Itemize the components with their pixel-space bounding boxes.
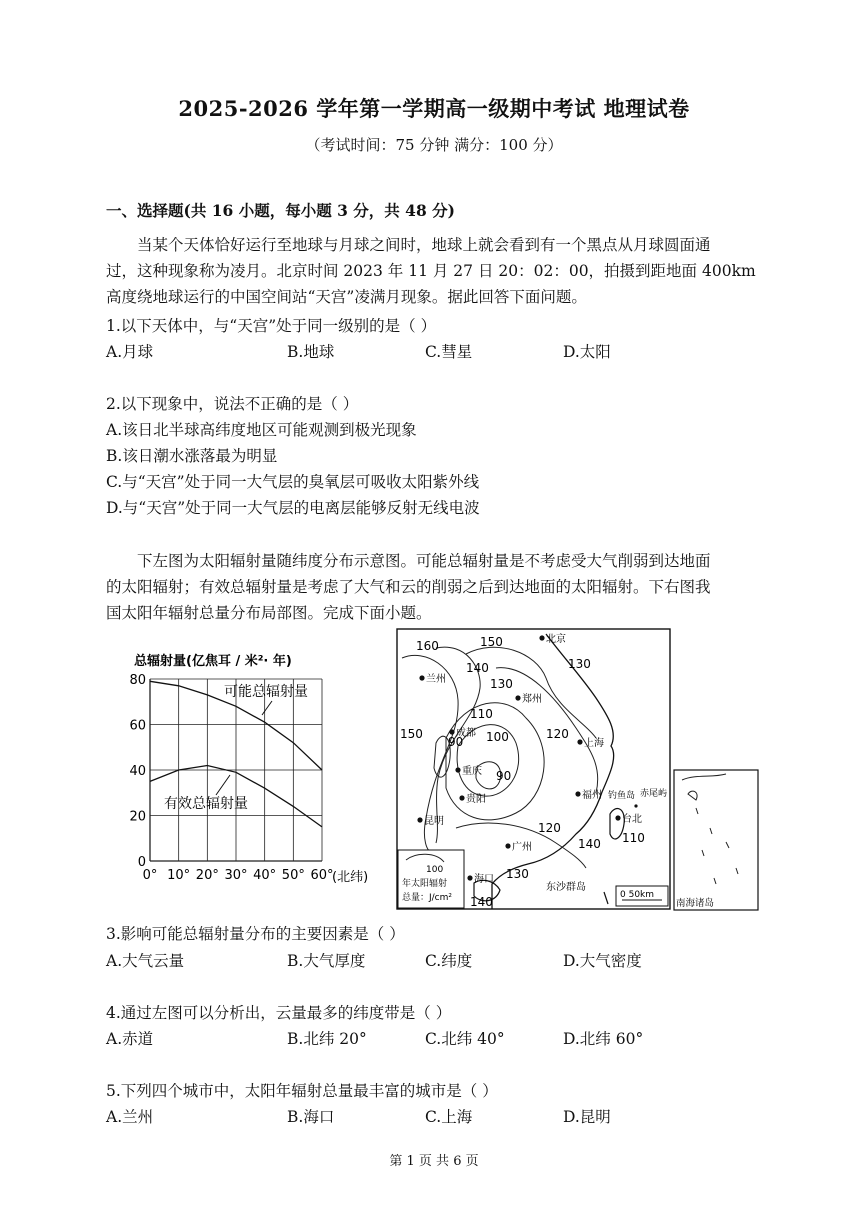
exam-subtitle: （考试时间：75 分钟 满分：100 分） <box>305 136 563 154</box>
legend-line: 年太阳辐射 <box>402 879 448 889</box>
island-label: 赤尾屿 <box>640 789 668 799</box>
series-label: 可能总辐射量 <box>224 684 308 700</box>
isoline-label: 110 <box>622 831 645 845</box>
page-footer: 第 1 页 共 6 页 <box>389 1154 479 1169</box>
city-dot <box>449 729 454 734</box>
option-d[interactable]: D.大气密度 <box>563 952 642 970</box>
isoline-label: 130 <box>568 657 591 671</box>
option-a[interactable]: A.赤道 <box>106 1030 154 1048</box>
city-dot <box>459 795 464 800</box>
solar-map <box>396 628 761 912</box>
isoline-label: 130 <box>490 677 513 691</box>
inset-coast <box>682 774 726 800</box>
passage-line: 高度绕地球运行的中国空间站“天宫”凌满月现象。据此回答下面问题。 <box>106 288 587 306</box>
isoline-label: 110 <box>470 707 493 721</box>
option-d[interactable]: D.太阳 <box>563 343 611 361</box>
city-dot <box>455 767 460 772</box>
city-label: 郑州 <box>522 694 542 705</box>
passage-1 <box>106 232 766 310</box>
passage-line: 过，这种现象称为凌月。北京时间 2023 年 11 月 27 日 20：02：00，拍摄到距地面 400km <box>106 262 756 280</box>
option-a[interactable]: A.月球 <box>106 343 154 361</box>
option-b[interactable]: B.海口 <box>287 1108 335 1126</box>
option-b[interactable]: B.大气厚度 <box>287 952 366 970</box>
city-label: 成都 <box>456 728 476 739</box>
series-label: 有效总辐射量 <box>164 796 248 812</box>
legend-value: 100 <box>426 865 444 875</box>
island-label: 东沙群岛 <box>546 882 586 893</box>
isoline-label: 140 <box>466 661 489 675</box>
question-stem: 2.以下现象中，说法不正确的是（ ） <box>106 395 359 413</box>
option-d[interactable]: D.与“天宫”处于同一大气层的电离层能够反射无线电波 <box>106 499 480 517</box>
option-c[interactable]: C.彗星 <box>425 343 473 361</box>
isoline-label: 140 <box>578 837 601 851</box>
option-d[interactable]: D.北纬 60° <box>563 1030 644 1048</box>
chart-xlabel: (北纬) <box>332 870 369 885</box>
city-dot <box>575 791 580 796</box>
isoline-label: 150 <box>480 635 503 649</box>
y-tick-label: 80 <box>129 673 146 688</box>
city-dot <box>515 695 520 700</box>
isoline-label: 90 <box>496 769 512 783</box>
isoline-label: 150 <box>400 727 423 741</box>
isoline-label: 100 <box>486 730 509 744</box>
question-stem: 5.下列四个城市中，太阳年辐射总量最丰富的城市是（ ） <box>106 1082 498 1100</box>
city-dot <box>539 635 544 640</box>
passage-line: 的太阳辐射；有效总辐射量是考虑了大气和云的削弱之后到达地面的太阳辐射。下右图我 <box>106 578 711 596</box>
x-tick-label: 50° <box>281 868 305 883</box>
y-tick-label: 0 <box>137 855 146 870</box>
isoline-label: 140 <box>470 895 493 909</box>
city-label: 福州 <box>582 790 602 801</box>
option-d[interactable]: D.昆明 <box>563 1108 611 1126</box>
city-label: 海口 <box>474 874 494 885</box>
passage-line: 当某个天体恰好运行至地球与月球之间时，地球上就会看到有一个黑点从月球圆面通 <box>137 236 711 254</box>
city-label: 台北 <box>622 814 642 825</box>
dash-line <box>604 892 608 904</box>
scale-label: 0 50km <box>620 890 655 900</box>
x-tick-label: 10° <box>167 868 191 883</box>
option-a[interactable]: A.该日北半球高纬度地区可能观测到极光现象 <box>106 421 417 439</box>
city-dot <box>505 843 510 848</box>
question-stem: 4.通过左图可以分析出，云量最多的纬度带是（ ） <box>106 1004 452 1022</box>
section-heading: 一、选择题(共 16 小题，每小题 3 分，共 48 分) <box>106 201 455 220</box>
passage-line: 下左图为太阳辐射量随纬度分布示意图。可能总辐射量是不考虑受大气削弱到达地面 <box>137 552 711 570</box>
inset-label: 南海诸岛 <box>676 898 715 909</box>
city-label: 兰州 <box>426 674 446 685</box>
option-b[interactable]: B.北纬 20° <box>287 1030 367 1048</box>
city-label: 昆明 <box>424 816 444 827</box>
isoline-label: 120 <box>538 821 561 835</box>
isoline-label: 160 <box>416 639 439 653</box>
x-tick-label: 30° <box>224 868 248 883</box>
option-c[interactable]: C.纬度 <box>425 952 473 970</box>
y-tick-label: 40 <box>129 764 146 779</box>
x-tick-label: 40° <box>253 868 277 883</box>
city-label: 上海 <box>584 738 604 749</box>
city-dot <box>577 739 582 744</box>
passage-line: 国太阳年辐射总量分布局部图。完成下面小题。 <box>106 604 432 622</box>
chart-ylabel: 总辐射量(亿焦耳 / 米²· 年) <box>134 654 292 669</box>
x-tick-label: 60° <box>310 868 334 883</box>
question-stem: 3.影响可能总辐射量分布的主要因素是（ ） <box>106 925 405 943</box>
city-dot <box>417 817 422 822</box>
city-dot <box>419 675 424 680</box>
isoline <box>446 703 544 820</box>
x-tick-label: 0° <box>142 868 158 883</box>
label-arrow <box>262 701 272 715</box>
option-a[interactable]: A.大气云量 <box>106 952 185 970</box>
option-b[interactable]: B.地球 <box>287 343 335 361</box>
island-dot <box>634 804 637 807</box>
y-tick-label: 60 <box>129 718 146 734</box>
question-stem: 1.以下天体中，与“天宫”处于同一级别的是（ ） <box>106 317 437 335</box>
isoline-label: 90 <box>448 735 464 749</box>
radiation-chart <box>120 645 390 890</box>
isoline-label: 120 <box>546 727 569 741</box>
label-arrow <box>216 775 230 795</box>
y-tick-label: 20 <box>129 809 146 825</box>
south-sea-inset <box>674 770 758 910</box>
city-label: 重庆 <box>462 766 482 777</box>
inset-dashes <box>696 808 738 884</box>
legend-line: 总量：J/cm² <box>402 893 453 903</box>
option-b[interactable]: B.该日潮水涨落最为明显 <box>106 447 278 465</box>
island-label: 钓鱼岛 <box>608 791 636 801</box>
x-tick-label: 20° <box>195 868 219 883</box>
exam-title: 2025-2026 学年第一学期高一级期中考试 地理试卷 <box>178 96 690 121</box>
option-c[interactable]: C.与“天宫”处于同一大气层的臭氧层可吸收太阳紫外线 <box>106 473 480 491</box>
option-c[interactable]: C.北纬 40° <box>425 1030 505 1048</box>
city-dot <box>467 875 472 880</box>
passage-2 <box>106 548 766 626</box>
city-dot <box>615 815 620 820</box>
city-label: 广州 <box>512 842 532 853</box>
option-c[interactable]: C.上海 <box>425 1108 473 1126</box>
isoline-label: 130 <box>506 867 529 881</box>
city-label: 北京 <box>546 634 566 645</box>
option-a[interactable]: A.兰州 <box>106 1108 154 1126</box>
city-label: 贵阳 <box>466 794 486 805</box>
